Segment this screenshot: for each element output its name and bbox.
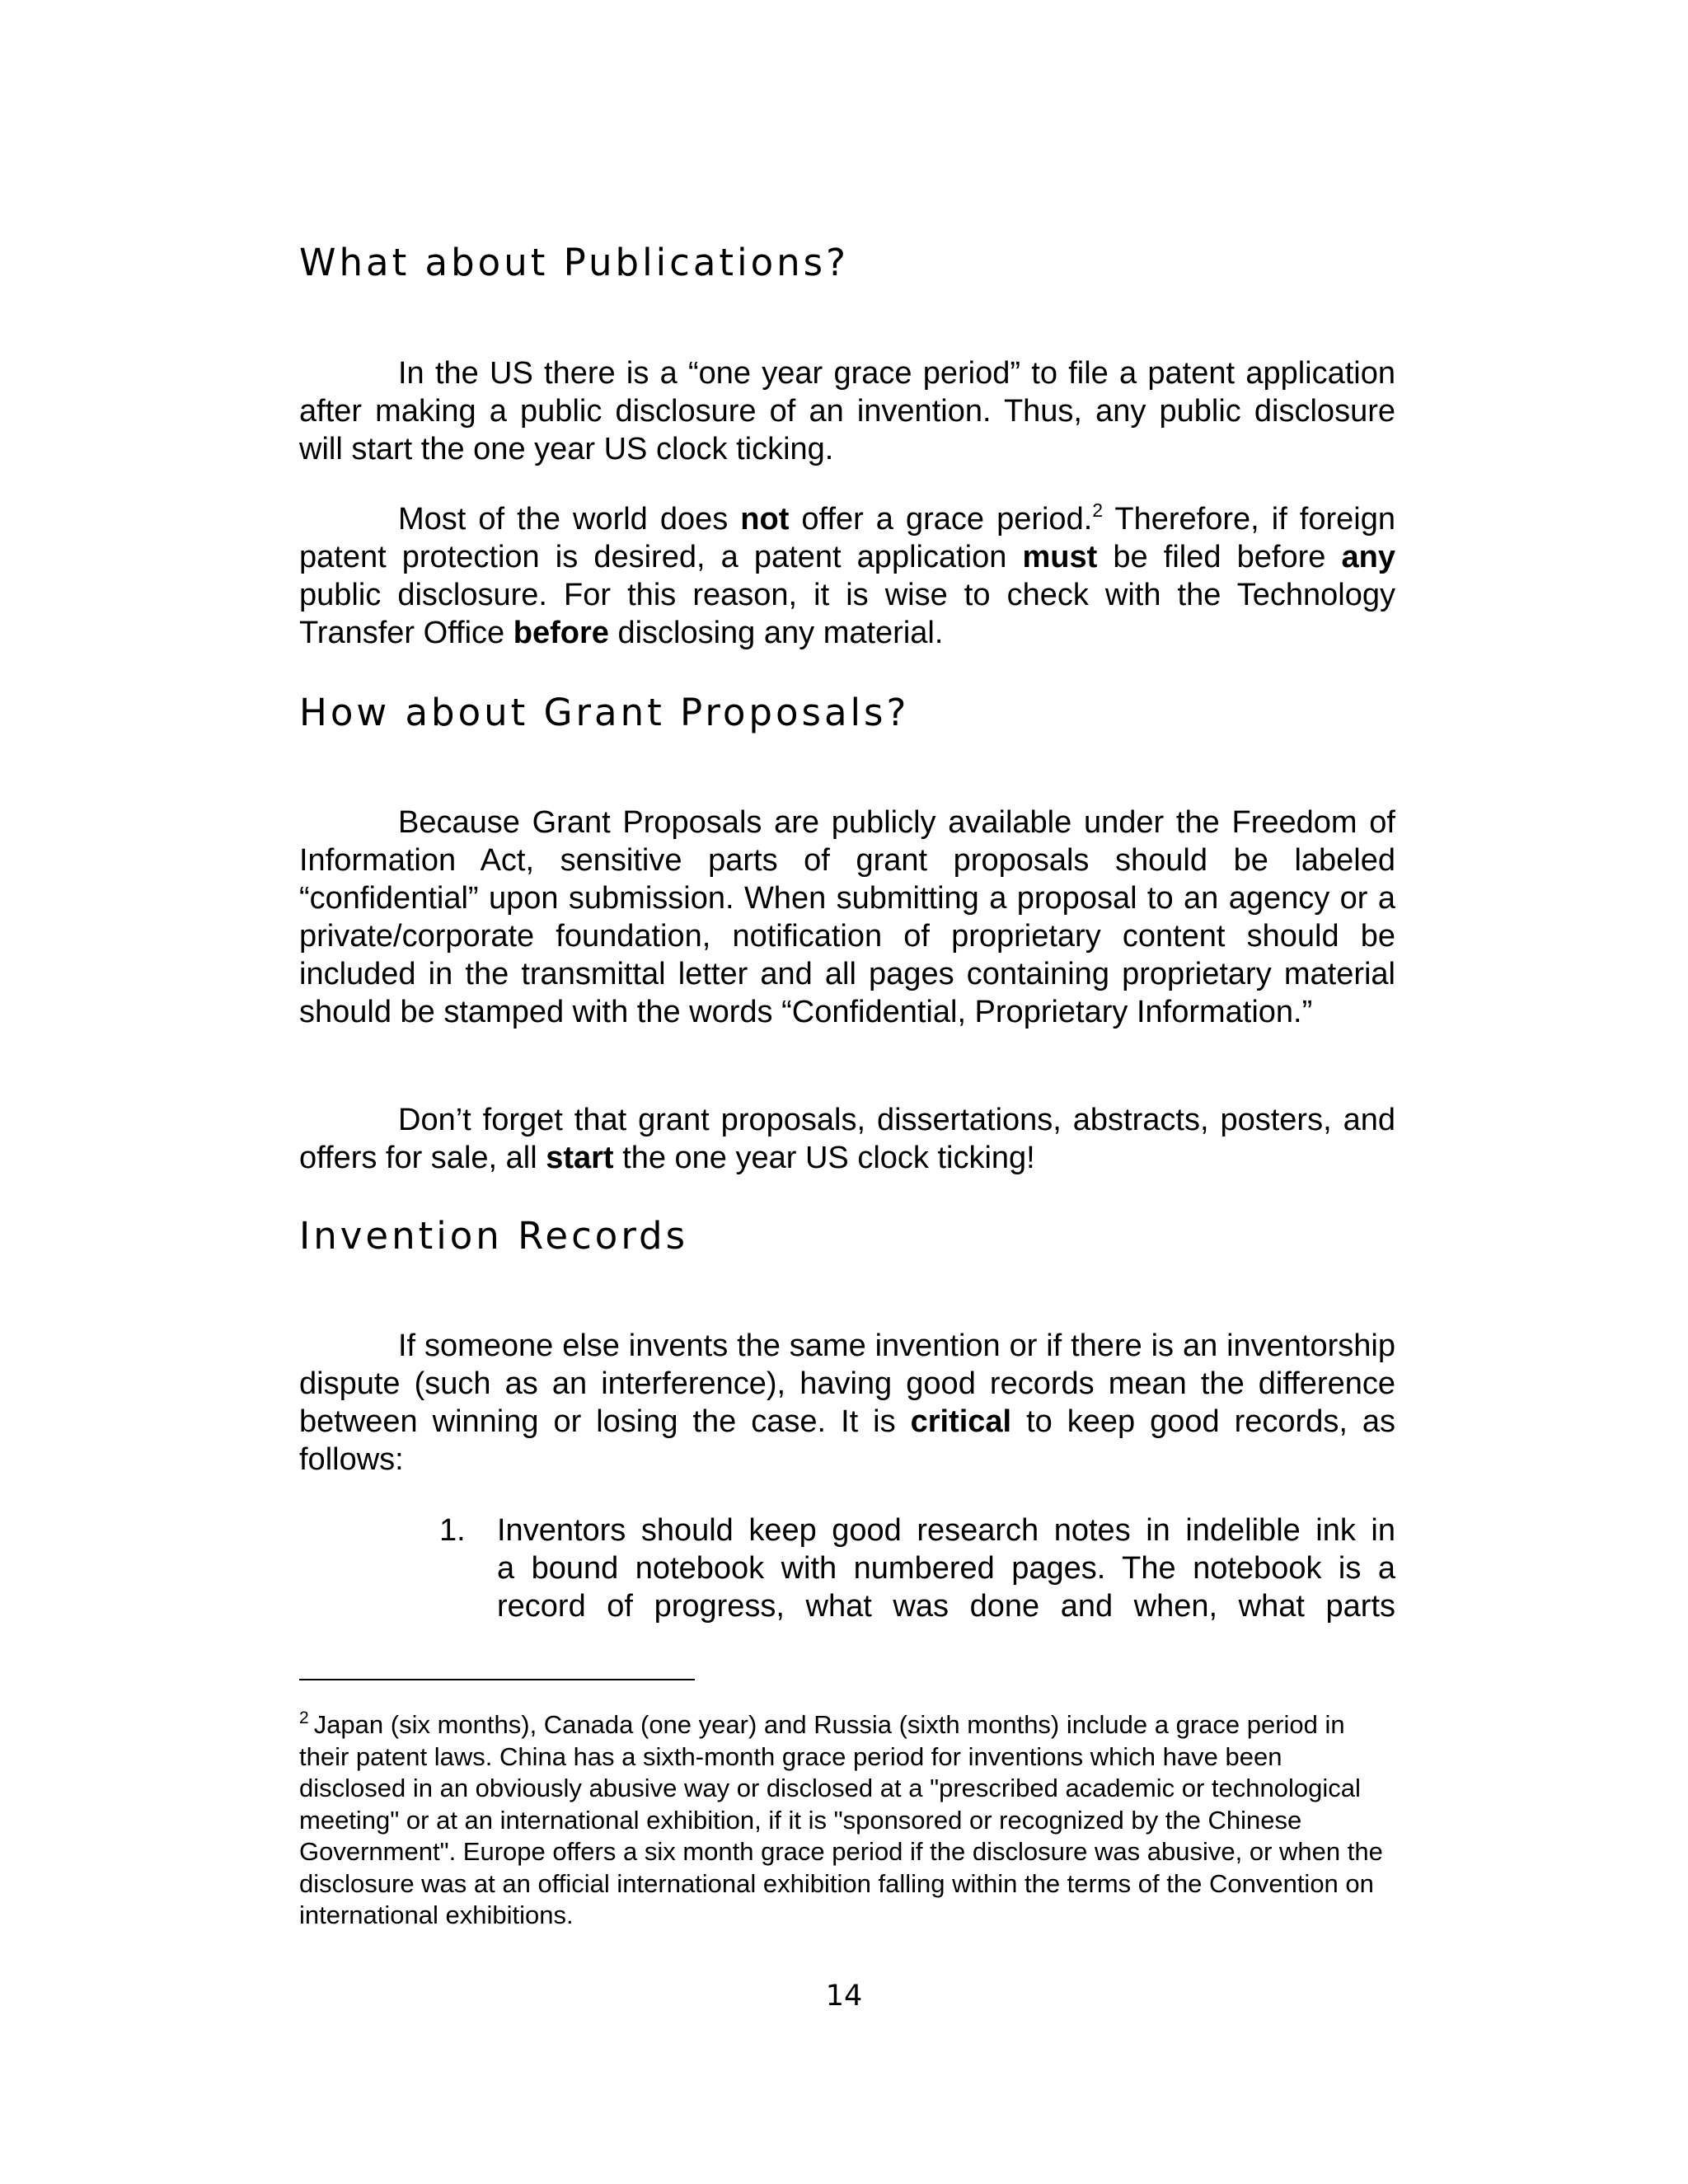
text-run: be filed before [1097,540,1342,574]
text-run: If someone else invents the same invention or if there is an inventorship dispute (such as an interference), having good records mean the difference between winning or losing the case. It is [299,1329,1395,1439]
footnote-separator [299,1679,695,1680]
text-run: to keep good records, as follows: [299,1404,1395,1477]
list-item-line: Inventors should keep good research notes in indelible ink in [497,1513,1395,1548]
emphasis-not: not [740,502,790,537]
footnote-text: Japan (six months), Canada (one year) and Russia (sixth months) include a grace period in their patent laws. China has a sixth-month grace period for inventions which have been disclosed in an obviously abusive way or disclosed at a "prescribed academic or technological meeting" or at an international exhibition, if it is "sponsored or recognized by the Chinese Government". Europe offers a six month grace period if the disclosure was abusive, or when the disclosure was at an official international exhibition falling within the terms of the Convention on international exhibitions. [299,1710,1383,1929]
emphasis-start: start [546,1141,614,1175]
list-item-number: 1. [439,1513,466,1548]
publications-paragraph-1 [299,354,1395,468]
publications-paragraph-2 [299,500,1395,652]
footnote-marker: 2 [299,1708,309,1727]
grants-p1-text: Because Grant Proposals are publicly available under the Freedom of Information Act, sensitive parts of grant proposals should be labeled “confidential” upon submission. When submitting a proposal to an agency or a private/corporate foundation, notification of proprietary content should be included in the transmittal letter and all pages containing proprietary material should be stamped with the words “Confidential, Proprietary Information.” [299,805,1395,1029]
emphasis-before: before [513,616,609,650]
heading-invention-records: Invention Records [299,1214,689,1258]
text-run: Therefore, if foreign patent protection is desired, a patent application [299,502,1395,574]
publications-p1-text: In the US there is a “one year grace period” to file a patent application after making a public disclosure of an invention. Thus, any public disclosure will start the one year US clock ticking. [299,356,1395,466]
heading-grant-proposals: How about Grant Proposals? [299,691,910,734]
text-run: Don’t forget that grant proposals, dissertations, abstracts, posters, and offers for sale, all [299,1103,1395,1175]
list-item-line: a bound notebook with numbered pages. The notebook is a [497,1551,1395,1586]
records-list-item [439,1511,1395,1625]
emphasis-any: any [1341,540,1395,574]
text-run: public disclosure. For this reason, it is wise to check with the Technology Transfer Office [299,578,1395,650]
heading-publications: What about Publications? [299,241,849,284]
list-item-line: record of progress, what was done and when, what parts [497,1589,1395,1624]
emphasis-must: must [1022,540,1098,574]
footnote [299,1709,1395,1932]
records-paragraph-1 [299,1327,1395,1479]
grants-paragraph-1 [299,804,1395,1031]
text-run: disclosing any material. [608,616,944,650]
emphasis-critical: critical [910,1404,1012,1439]
grants-paragraph-2 [299,1101,1395,1177]
footnote-reference: 2 [1092,499,1104,521]
page-number: 14 [825,1980,863,2013]
text-run: the one year US clock ticking! [613,1141,1035,1175]
text-run: offer a grace period. [789,502,1093,537]
list-item-text [497,1511,1395,1625]
text-run: Most of the world does [398,502,741,537]
